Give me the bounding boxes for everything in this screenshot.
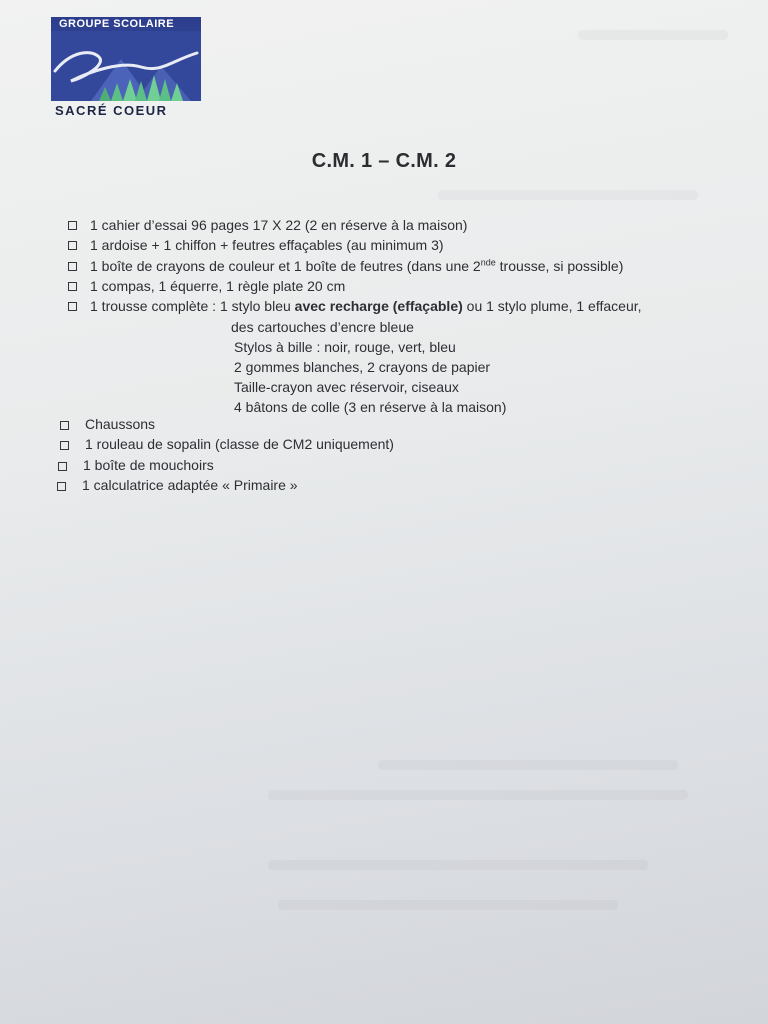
- checkbox-bullet-icon: [58, 462, 67, 471]
- show-through-mark: [578, 30, 728, 40]
- checkbox-bullet-icon: [68, 262, 77, 271]
- trousse-line: 4 bâtons de colle (3 en réserve à la maison): [234, 399, 507, 415]
- checkbox-bullet-icon: [60, 421, 69, 430]
- trousse-line: des cartouches d’encre bleue: [231, 319, 414, 335]
- checkbox-bullet-icon: [68, 221, 77, 230]
- list-item: 1 trousse complète : 1 stylo bleu avec recharge (effaçable) ou 1 stylo plume, 1 effaceur,: [90, 298, 642, 314]
- list-item: 1 boîte de mouchoirs: [83, 457, 214, 473]
- list-item: 1 cahier d’essai 96 pages 17 X 22 (2 en réserve à la maison): [90, 217, 468, 233]
- checkbox-bullet-icon: [68, 241, 77, 250]
- trousse-line: Taille-crayon avec réservoir, ciseaux: [234, 379, 459, 395]
- bold-text: avec recharge (effaçable): [294, 298, 463, 314]
- show-through-mark: [268, 790, 688, 800]
- list-item: Chaussons: [85, 416, 156, 432]
- list-item: 1 rouleau de sopalin (classe de CM2 uniquement): [85, 436, 394, 452]
- checkbox-bullet-icon: [68, 302, 77, 311]
- checkbox-bullet-icon: [57, 482, 66, 491]
- page-title: C.M. 1 – C.M. 2: [311, 150, 457, 172]
- list-item: 1 boîte de crayons de couleur et 1 boîte de feutres (dans une 2nde trousse, si possible): [90, 257, 624, 274]
- trousse-line: Stylos à bille : noir, rouge, vert, bleu: [234, 339, 456, 355]
- show-through-mark: [278, 900, 618, 910]
- list-item: 1 compas, 1 équerre, 1 règle plate 20 cm: [90, 278, 346, 294]
- logo-emblem: [51, 17, 201, 101]
- show-through-mark: [378, 760, 678, 770]
- logo-top-text: GROUPE SCOLAIRE: [59, 18, 175, 30]
- show-through-mark: [268, 860, 648, 870]
- checkbox-bullet-icon: [68, 282, 77, 291]
- mountain-scene-icon: [51, 31, 201, 101]
- list-item: 1 ardoise + 1 chiffon + feutres effaçables (au minimum 3): [90, 237, 444, 253]
- checkbox-bullet-icon: [60, 441, 69, 450]
- list-item: 1 calculatrice adaptée « Primaire »: [82, 477, 298, 493]
- logo-bottom-text: SACRÉ COEUR: [55, 103, 168, 118]
- trousse-line: 2 gommes blanches, 2 crayons de papier: [234, 359, 491, 375]
- superscript: nde: [480, 257, 496, 268]
- school-logo: [35, 15, 215, 120]
- show-through-mark: [438, 190, 698, 200]
